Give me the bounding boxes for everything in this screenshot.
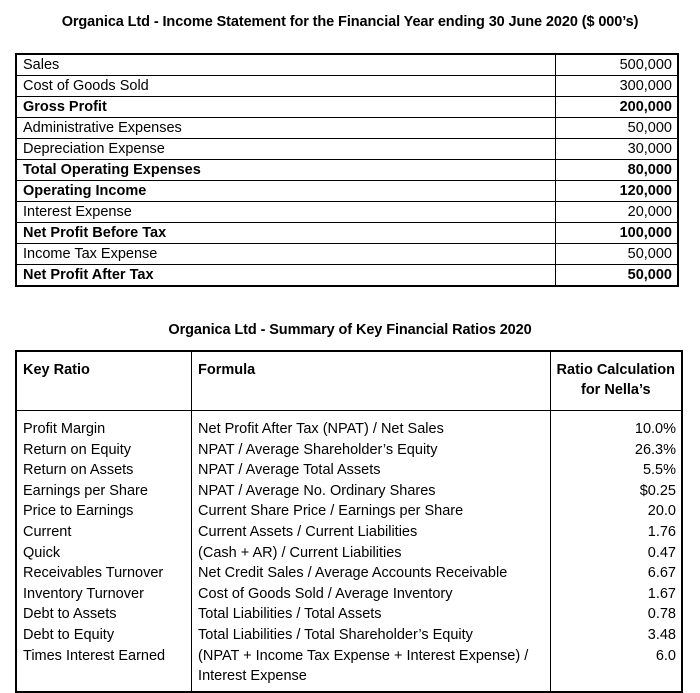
ratio-formula: Current Assets / Current Liabilities — [198, 523, 418, 540]
header-calc-line2: for Nella’s — [580, 382, 651, 398]
income-row — [16, 265, 678, 287]
ratio-value: 1.67 — [647, 585, 676, 602]
income-row-value: 50,000 — [627, 267, 672, 283]
ratio-value: 0.47 — [647, 544, 676, 561]
header-key-ratio: Key Ratio — [16, 351, 192, 411]
income-row — [16, 118, 678, 139]
formula-column — [192, 411, 551, 692]
ratio-value: $0.25 — [639, 482, 676, 499]
header-formula: Formula — [192, 351, 551, 411]
ratio-name: Price to Earnings — [23, 503, 134, 520]
income-row — [16, 223, 678, 244]
income-row-label: Net Profit After Tax — [16, 265, 556, 287]
ratio-value: 5.5% — [642, 462, 676, 479]
ratio-name: Inventory Turnover — [23, 585, 144, 602]
income-row — [16, 54, 678, 76]
income-row-label: Net Profit Before Tax — [16, 223, 556, 244]
income-row — [16, 139, 678, 160]
ratio-formula: Net Credit Sales / Average Accounts Receivable — [198, 565, 508, 582]
ratio-formula: NPAT / Average Total Assets — [198, 462, 381, 479]
ratio-name: Debt to Equity — [23, 626, 115, 643]
income-row — [16, 244, 678, 265]
income-row-value: 80,000 — [556, 160, 678, 181]
income-row — [16, 202, 678, 223]
ratio-name: Return on Assets — [23, 462, 134, 479]
ratio-formula: Cost of Goods Sold / Average Inventory — [198, 585, 453, 602]
income-row-label: Total Operating Expenses — [16, 160, 556, 181]
income-row-value: 200,000 — [556, 97, 678, 118]
ratio-formula: (NPAT + Income Tax Expense + Interest Expense) / — [198, 647, 529, 664]
header-calc-line1: Ratio Calculation — [556, 362, 675, 378]
income-row-value: 20,000 — [556, 202, 678, 223]
ratio-name: Quick — [23, 544, 61, 561]
ratio-value: 26.3% — [634, 441, 676, 458]
ratio-formula: Total Liabilities / Total Shareholder’s Equity — [198, 626, 473, 643]
income-row-label: Gross Profit — [16, 97, 556, 118]
income-row — [16, 160, 678, 181]
ratio-value: 1.76 — [647, 523, 676, 540]
income-row-label: Sales — [16, 54, 556, 76]
ratios-body-row — [16, 411, 682, 692]
header-ratio-calculation — [550, 351, 682, 411]
ratio-value: 20.0 — [647, 503, 676, 520]
income-row-value: 30,000 — [556, 139, 678, 160]
ratio-value: 6.0 — [655, 647, 676, 664]
income-row-value: 500,000 — [556, 54, 678, 76]
key-ratio-column — [16, 411, 192, 692]
income-row — [16, 76, 678, 97]
ratio-formula: (Cash + AR) / Current Liabilities — [198, 544, 402, 561]
income-row-value: 100,000 — [556, 223, 678, 244]
income-row-label: Cost of Goods Sold — [16, 76, 556, 97]
income-row-label: Depreciation Expense — [16, 139, 556, 160]
ratio-formula: NPAT / Average No. Ordinary Shares — [198, 482, 436, 499]
ratio-name: Times Interest Earned — [23, 647, 166, 664]
income-row-value: 50,000 — [556, 118, 678, 139]
income-row-label: Operating Income — [16, 181, 556, 202]
ratio-formula: Current Share Price / Earnings per Share — [198, 503, 464, 520]
ratio-formula: NPAT / Average Shareholder’s Equity — [198, 441, 438, 458]
income-statement-table — [15, 53, 679, 287]
income-row-label: Income Tax Expense — [16, 244, 556, 265]
ratio-name: Profit Margin — [23, 421, 106, 437]
ratios-header-row — [16, 351, 682, 411]
ratio-name: Return on Equity — [23, 441, 132, 458]
ratio-name: Current — [23, 523, 72, 540]
ratio-formula: Total Liabilities / Total Assets — [198, 606, 382, 623]
ratio-value: 6.67 — [647, 565, 676, 582]
ratio-name: Receivables Turnover — [23, 565, 164, 582]
ratio-value-column — [550, 411, 682, 692]
income-row-label: Interest Expense — [16, 202, 556, 223]
ratios-table — [15, 350, 683, 693]
income-row — [16, 181, 678, 202]
income-row — [16, 97, 678, 118]
ratio-formula-continuation: Interest Expense — [198, 668, 307, 685]
ratio-value: 0.78 — [647, 606, 676, 623]
ratio-name: Earnings per Share — [23, 482, 148, 499]
ratio-formula: Net Profit After Tax (NPAT) / Net Sales — [198, 421, 444, 437]
income-row-value: 300,000 — [556, 76, 678, 97]
income-row-label: Administrative Expenses — [16, 118, 556, 139]
ratio-value: 10.0% — [634, 421, 676, 437]
income-row-value: 120,000 — [556, 181, 678, 202]
ratio-name: Debt to Assets — [23, 606, 117, 623]
income-row-value: 50,000 — [556, 244, 678, 265]
ratio-value: 3.48 — [647, 626, 676, 643]
ratios-title: Organica Ltd - Summary of Key Financial Ratios 2020 — [168, 322, 532, 338]
income-statement-title: Organica Ltd - Income Statement for the Financial Year ending 30 June 2020 ($ 000’s) — [61, 14, 639, 30]
